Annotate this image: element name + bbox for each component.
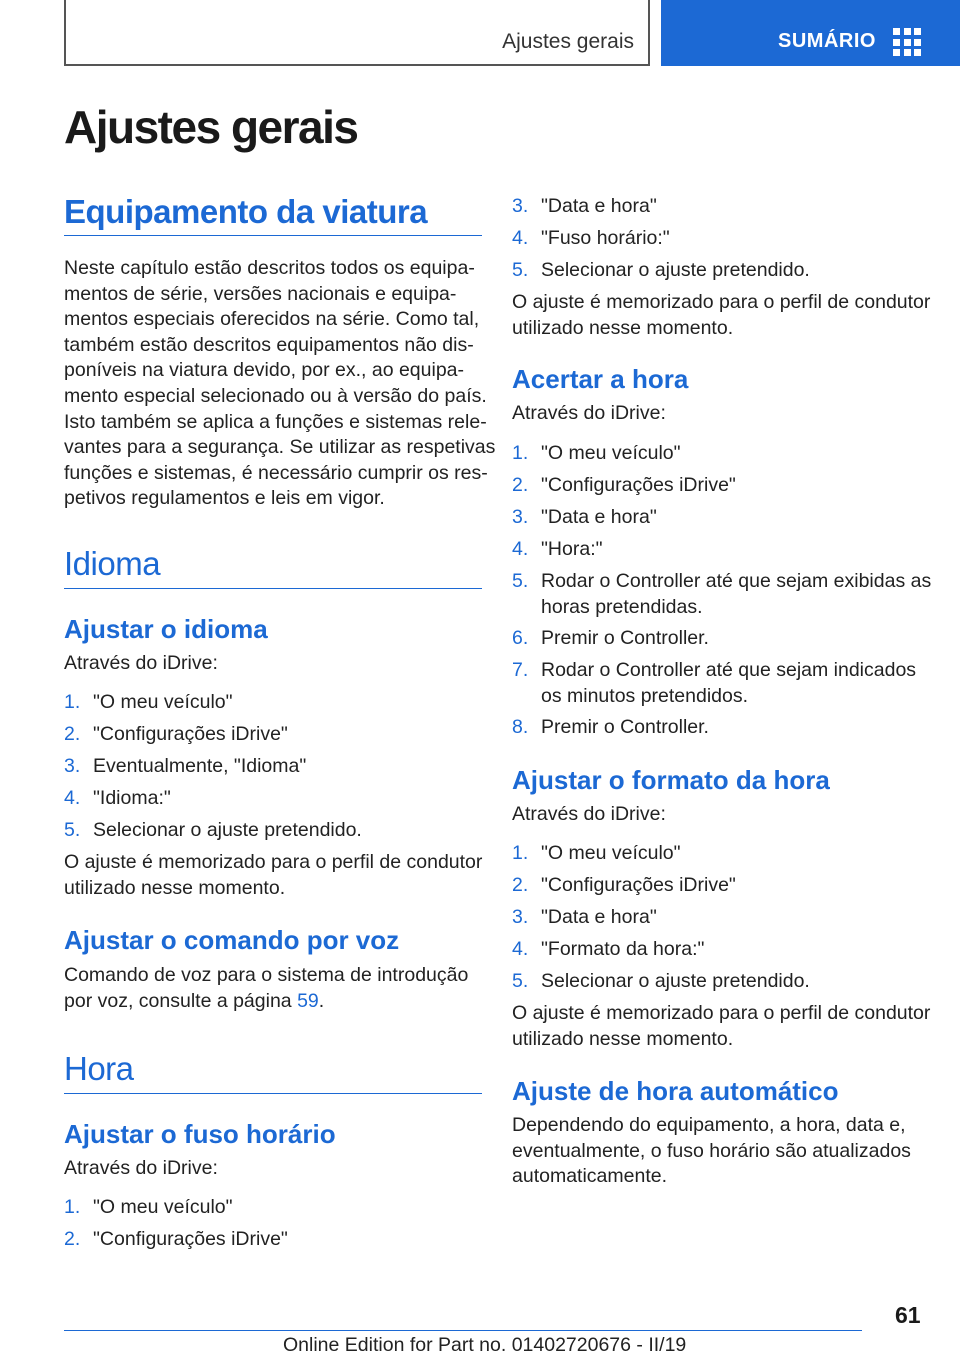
text-line: funções e sistemas, é necessário cumprir os res‐: [64, 461, 488, 484]
toc-button-label: SUMÁRIO: [778, 30, 876, 52]
text-line: horas pretendidas.: [541, 595, 703, 618]
text-line: mento especial selecionado ou à versão do país.: [64, 384, 487, 407]
step-number: 1.: [64, 1196, 81, 1218]
note-paragraph: [512, 290, 930, 341]
step-text: "Hora:": [541, 538, 603, 560]
step-number: 1.: [512, 842, 529, 864]
text-line: utilizado nesse momento.: [512, 316, 734, 339]
header-section-title: Ajustes gerais: [502, 30, 634, 53]
text-line: petivos regulamentos e leis em vigor.: [64, 487, 385, 510]
step-number: 2.: [64, 1228, 81, 1250]
text-line: Rodar o Controller até que sejam indicados: [541, 659, 917, 681]
text-line: também estão descritos equipamentos não dis‐: [64, 333, 474, 356]
heading-idioma: Idioma: [64, 545, 161, 582]
text-fragment: por voz, consulte a página: [64, 989, 298, 1012]
page-number: 61: [895, 1302, 921, 1328]
text-line: mentos especiais oferecidos na série. Como tal,: [64, 308, 480, 331]
text-line: utilizado nesse momento.: [64, 876, 286, 899]
text-line: Isto também se aplica a funções e sistemas rele‐: [64, 410, 487, 433]
heading-equipamento: Equipamento da viatura: [64, 193, 428, 230]
step-text: "O meu veículo": [541, 442, 681, 464]
intro-text: Através do iDrive:: [64, 1157, 218, 1179]
step-number: 4.: [64, 787, 81, 809]
step-text: "Configurações iDrive": [541, 874, 736, 896]
step-text: [541, 569, 931, 620]
header-section-box: [64, 0, 650, 66]
heading-fuso-horario: Ajustar o fuso horário: [64, 1119, 336, 1149]
step-text: Premir o Controller.: [541, 716, 709, 738]
text-line: utilizado nesse momento.: [512, 1027, 734, 1050]
step-text: "Formato da hora:": [541, 938, 705, 960]
step-text: Eventualmente, "Idioma": [93, 755, 307, 777]
step-text: Selecionar o ajuste pretendido.: [93, 819, 362, 841]
text-line: poníveis na viatura devido, por ex., ao equipa‐: [64, 359, 465, 382]
text-line: os minutos pretendidos.: [541, 684, 749, 707]
step-number: 1.: [512, 442, 529, 464]
step-number: 4.: [512, 938, 529, 960]
footer-edition: Online Edition for Part no. 01402720676 - II/19: [283, 1334, 687, 1356]
intro-text: Através do iDrive:: [512, 803, 666, 825]
step-number: 5.: [512, 570, 529, 592]
heading-rule: [64, 235, 482, 236]
text-line: O ajuste é memorizado para o perfil de condutor: [64, 851, 483, 873]
step-number: 2.: [512, 474, 529, 496]
text-line: O ajuste é memorizado para o perfil de condutor: [512, 1002, 931, 1024]
heading-acertar-hora: Acertar a hora: [512, 364, 689, 394]
auto-paragraph: [512, 1113, 930, 1190]
text-line: Comando de voz para o sistema de introdução: [64, 964, 469, 986]
intro-text: Através do iDrive:: [64, 652, 218, 674]
step-number: 2.: [64, 723, 81, 745]
step-number: 3.: [512, 506, 529, 528]
step-text: Premir o Controller.: [541, 627, 709, 649]
step-text: "Configurações iDrive": [541, 474, 736, 496]
text-line: Dependendo do equipamento, a hora, data e,: [512, 1114, 906, 1136]
heading-rule: [64, 588, 482, 589]
step-text: "O meu veículo": [93, 1196, 233, 1218]
step-number: 1.: [64, 691, 81, 713]
text-line: Neste capítulo estão descritos todos os equipa‐: [64, 257, 475, 279]
page-link[interactable]: 59: [297, 989, 319, 1012]
heading-hora-automatico: Ajuste de hora automático: [512, 1076, 839, 1106]
step-text: "Fuso horário:": [541, 227, 670, 249]
toc-button[interactable]: [661, 0, 960, 66]
step-number: 2.: [512, 874, 529, 896]
text-line: vantes para a segurança. Se utilizar as respetivas: [64, 436, 496, 459]
step-number: 6.: [512, 627, 529, 649]
note-paragraph: [512, 1001, 930, 1052]
step-text: "Configurações iDrive": [93, 723, 288, 745]
heading-ajustar-idioma: Ajustar o idioma: [64, 614, 268, 644]
step-text: "Data e hora": [541, 906, 657, 928]
intro-text: Através do iDrive:: [512, 402, 666, 424]
text-line: Rodar o Controller até que sejam exibidas as: [541, 570, 932, 592]
step-text: "O meu veículo": [93, 691, 233, 713]
step-text: Selecionar o ajuste pretendido.: [541, 259, 810, 281]
equip-paragraph: [64, 256, 496, 512]
step-text: "Configurações iDrive": [93, 1228, 288, 1250]
text-fragment: .: [318, 989, 325, 1012]
step-number: 5.: [64, 819, 81, 841]
text-line: mentos de série, versões nacionais e equipa‐: [64, 282, 457, 305]
heading-formato-hora: Ajustar o formato da hora: [512, 765, 830, 795]
step-text: "Data e hora": [541, 506, 657, 528]
voz-paragraph: [64, 963, 482, 1014]
step-number: 5.: [512, 259, 529, 281]
step-text: "Idioma:": [93, 787, 171, 809]
heading-hora: Hora: [64, 1050, 134, 1087]
step-text: "O meu veículo": [541, 842, 681, 864]
page-title: Ajustes gerais: [64, 101, 358, 153]
step-number: 5.: [512, 970, 529, 992]
step-number: 3.: [64, 755, 81, 777]
note-paragraph: [64, 850, 482, 901]
step-text: [541, 658, 931, 709]
step-number: 3.: [512, 906, 529, 928]
text-line: eventualmente, o fuso horário são atualizados: [512, 1139, 911, 1162]
footer-rule: [64, 1330, 862, 1331]
step-number: 4.: [512, 538, 529, 560]
heading-comando-voz: Ajustar o comando por voz: [64, 925, 400, 955]
step-number: 3.: [512, 195, 529, 217]
heading-rule: [64, 1093, 482, 1094]
step-text: "Data e hora": [541, 195, 657, 217]
step-number: 4.: [512, 227, 529, 249]
text-line: automaticamente.: [512, 1165, 668, 1188]
step-number: 8.: [512, 716, 529, 738]
text-line: O ajuste é memorizado para o perfil de condutor: [512, 291, 931, 313]
grid-icon: [893, 28, 921, 56]
step-text: Selecionar o ajuste pretendido.: [541, 970, 810, 992]
text-line: [64, 989, 482, 1015]
step-number: 7.: [512, 659, 529, 681]
